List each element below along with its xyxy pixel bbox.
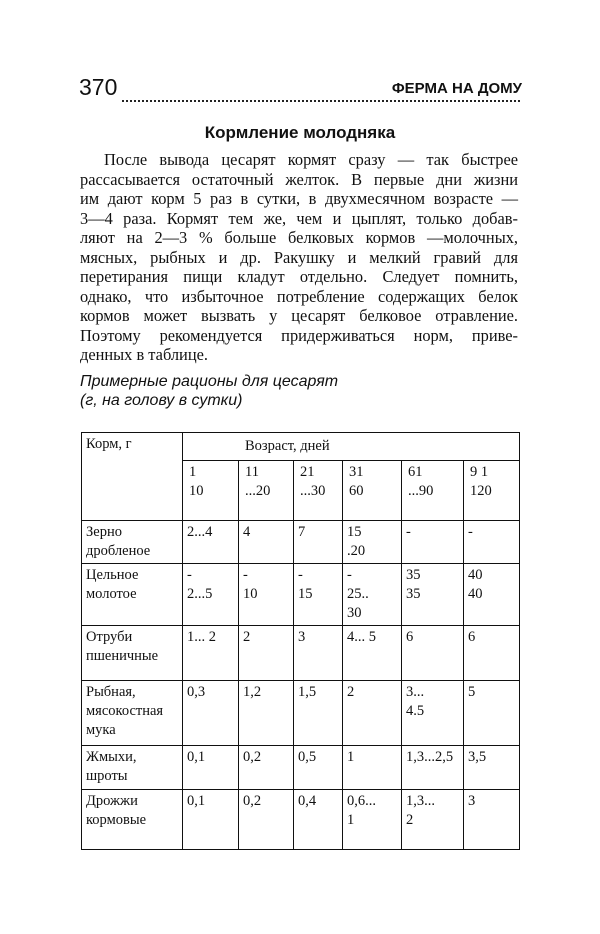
- ration-value-text: 35: [406, 567, 421, 583]
- header-feed: Корм, г: [82, 433, 183, 521]
- paragraph-line: денных в таблице.: [80, 345, 208, 364]
- ration-value-text: 40: [468, 567, 483, 583]
- age-range-text: ...90: [408, 483, 434, 499]
- paragraph-line: рассасывается остаточный желток. В первые дни жизни: [80, 169, 518, 189]
- ration-value-cell: [183, 564, 239, 626]
- caption-line: (г, на голову в сутки): [80, 392, 243, 409]
- ration-value-text: 1,3...2,5: [406, 749, 454, 765]
- age-column-header: [402, 461, 464, 521]
- age-range-text: 10: [189, 483, 204, 499]
- age-range-text: 21: [300, 464, 315, 480]
- feed-name-text: молотое: [86, 586, 137, 602]
- ration-value-text: 0,1: [187, 793, 206, 809]
- feed-name-text: мясокостная: [86, 703, 164, 719]
- ration-value-text: 0,2: [243, 793, 262, 809]
- ration-value-text: 2...4: [187, 524, 213, 540]
- ration-value-text: 3,5: [468, 749, 487, 765]
- header-rule: [122, 100, 520, 102]
- paragraph-line: мясных, рыбных и др. Ракушку и мелкий гравий для: [80, 247, 518, 267]
- paragraph-line: им дают корм 5 раз в сутки, в двухмесячном возрасте —: [80, 189, 518, 208]
- age-range-text: 61: [408, 464, 423, 480]
- ration-value-text: -: [187, 567, 192, 583]
- ration-value-cell: [343, 790, 402, 850]
- ration-value-cell: [294, 681, 343, 746]
- ration-value-text: 1... 2: [187, 629, 216, 645]
- ration-value-cell: [183, 626, 239, 681]
- ration-value-text: .20: [347, 543, 366, 559]
- ration-value-cell: [294, 564, 343, 626]
- age-column-header: [343, 461, 402, 521]
- ration-value-cell: [464, 564, 520, 626]
- ration-value-text: 2...5: [187, 586, 213, 602]
- ration-value-text: 1,3...: [406, 793, 435, 809]
- age-range-text: 1: [189, 464, 197, 480]
- ration-value-text: 4: [243, 524, 251, 540]
- paragraph-line: однако, что избыточное потребление содержащих белок: [80, 286, 518, 306]
- ration-value-text: -: [243, 567, 248, 583]
- ration-value-cell: [183, 790, 239, 850]
- ration-value-cell: [183, 746, 239, 790]
- ration-value-cell: [239, 626, 294, 681]
- ration-value-cell: [343, 746, 402, 790]
- ration-value-cell: [183, 521, 239, 564]
- age-range-text: 9 1: [470, 464, 489, 480]
- ration-value-text: 0,5: [298, 749, 317, 765]
- ration-value-cell: [239, 746, 294, 790]
- ration-value-text: 2: [406, 812, 414, 828]
- ration-value-text: 35: [406, 586, 421, 602]
- ration-value-cell: [402, 746, 464, 790]
- section-title: Кормление молодняка: [204, 123, 396, 142]
- ration-value-cell: [402, 681, 464, 746]
- ration-value-text: 3: [468, 793, 476, 809]
- paragraph-line: кормов может вызвать у цесарят белковое отравление.: [80, 306, 518, 325]
- ration-value-cell: [464, 626, 520, 681]
- caption-line: Примерные рационы для цесарят: [80, 373, 339, 390]
- ration-value-cell: [239, 681, 294, 746]
- ration-value-cell: [294, 790, 343, 850]
- running-head: ФЕРМА НА ДОМУ: [391, 80, 522, 97]
- ration-value-text: 1: [347, 812, 355, 828]
- ration-value-text: 2: [243, 629, 251, 645]
- ration-value-cell: [294, 746, 343, 790]
- ration-value-cell: [294, 626, 343, 681]
- table-row: [82, 746, 520, 790]
- ration-value-cell: [402, 521, 464, 564]
- feed-name-text: Жмыхи,: [86, 749, 137, 765]
- table-row: [82, 521, 520, 564]
- feed-name-cell: [82, 746, 183, 790]
- ration-value-text: 4.5: [406, 703, 425, 719]
- ration-value-text: -: [406, 524, 411, 540]
- ration-value-cell: [343, 564, 402, 626]
- ration-value-text: 0,3: [187, 684, 206, 700]
- feed-name-text: шроты: [86, 768, 128, 784]
- header-age: Возраст, дней: [183, 433, 520, 461]
- table-row: [82, 681, 520, 746]
- feed-name-text: пшеничные: [86, 648, 159, 664]
- paragraph-line: 3—4 раза. Кормят тем же, чем и цыплят, только добав-: [80, 208, 518, 228]
- ration-value-text: -: [298, 567, 303, 583]
- ration-value-text: 6: [468, 629, 476, 645]
- ration-value-text: 3...: [406, 684, 425, 700]
- paragraph-line: перетирания пищи кладут отдельно. Следует помнить,: [80, 267, 518, 286]
- ration-value-text: 4... 5: [347, 629, 376, 645]
- feed-name-text: Цельное: [86, 567, 139, 583]
- ration-value-text: 7: [298, 524, 306, 540]
- feed-name-cell: [82, 564, 183, 626]
- age-range-text: ...30: [300, 483, 326, 499]
- table-row: [82, 564, 520, 626]
- ration-table: [81, 432, 520, 850]
- ration-value-cell: [402, 626, 464, 681]
- page-number: 370: [79, 74, 118, 100]
- ration-value-cell: [464, 790, 520, 850]
- feed-name-text: Дрожжи: [86, 793, 138, 809]
- ration-value-text: 0,4: [298, 793, 317, 809]
- feed-name-text: мука: [86, 722, 116, 738]
- ration-value-text: -: [347, 567, 352, 583]
- feed-name-text: Отруби: [86, 629, 133, 645]
- ration-value-text: 40: [468, 586, 483, 602]
- ration-value-cell: [239, 521, 294, 564]
- ration-value-text: 30: [347, 605, 362, 621]
- ration-value-text: 15: [298, 586, 313, 602]
- feed-name-text: дробленое: [86, 543, 151, 559]
- ration-value-cell: [464, 681, 520, 746]
- feed-name-cell: [82, 521, 183, 564]
- feed-name-cell: [82, 681, 183, 746]
- ration-value-text: 1: [347, 749, 355, 765]
- ration-value-cell: [343, 521, 402, 564]
- table-row: [82, 790, 520, 850]
- ration-value-cell: [464, 746, 520, 790]
- age-range-text: ...20: [245, 483, 271, 499]
- feed-name-text: Рыбная,: [86, 684, 136, 700]
- ration-value-cell: [402, 564, 464, 626]
- table-caption: [80, 372, 338, 410]
- ration-value-text: 6: [406, 629, 414, 645]
- ration-value-cell: [183, 681, 239, 746]
- feed-name-text: Зерно: [86, 524, 122, 540]
- ration-value-text: 25..: [347, 586, 369, 602]
- age-column-header: [294, 461, 343, 521]
- ration-value-cell: [294, 521, 343, 564]
- paragraph-line: Поэтому рекомендуется придерживаться норм, приве-: [80, 325, 518, 345]
- ration-value-cell: [402, 790, 464, 850]
- ration-value-text: 0,6...: [347, 793, 376, 809]
- paragraph-line: После вывода цесарят кормят сразу — так быстрее: [104, 150, 518, 169]
- age-column-header: [464, 461, 520, 521]
- age-range-text: 11: [245, 464, 259, 480]
- ration-value-cell: [239, 564, 294, 626]
- ration-value-cell: [239, 790, 294, 850]
- ration-value-text: 1,2: [243, 684, 262, 700]
- age-range-text: 60: [349, 483, 364, 499]
- age-range-text: 31: [349, 464, 364, 480]
- feed-name-cell: [82, 626, 183, 681]
- ration-value-cell: [343, 681, 402, 746]
- age-range-text: 120: [470, 483, 492, 499]
- ration-value-text: 3: [298, 629, 306, 645]
- ration-value-text: 15: [347, 524, 362, 540]
- ration-value-text: 10: [243, 586, 258, 602]
- age-column-header: [239, 461, 294, 521]
- ration-value-text: 2: [347, 684, 355, 700]
- table-row: [82, 626, 520, 681]
- ration-value-text: 5: [468, 684, 476, 700]
- ration-value-text: 0,1: [187, 749, 206, 765]
- ration-value-text: 0,2: [243, 749, 262, 765]
- ration-value-text: 1,5: [298, 684, 317, 700]
- feed-name-cell: [82, 790, 183, 850]
- age-column-header: [183, 461, 239, 521]
- body-paragraph: [80, 150, 518, 365]
- ration-value-text: -: [468, 524, 473, 540]
- feed-name-text: кормовые: [86, 812, 147, 828]
- ration-value-cell: [343, 626, 402, 681]
- paragraph-line: ляют на 2—3 % больше белковых кормов —молочных,: [80, 228, 518, 247]
- ration-value-cell: [464, 521, 520, 564]
